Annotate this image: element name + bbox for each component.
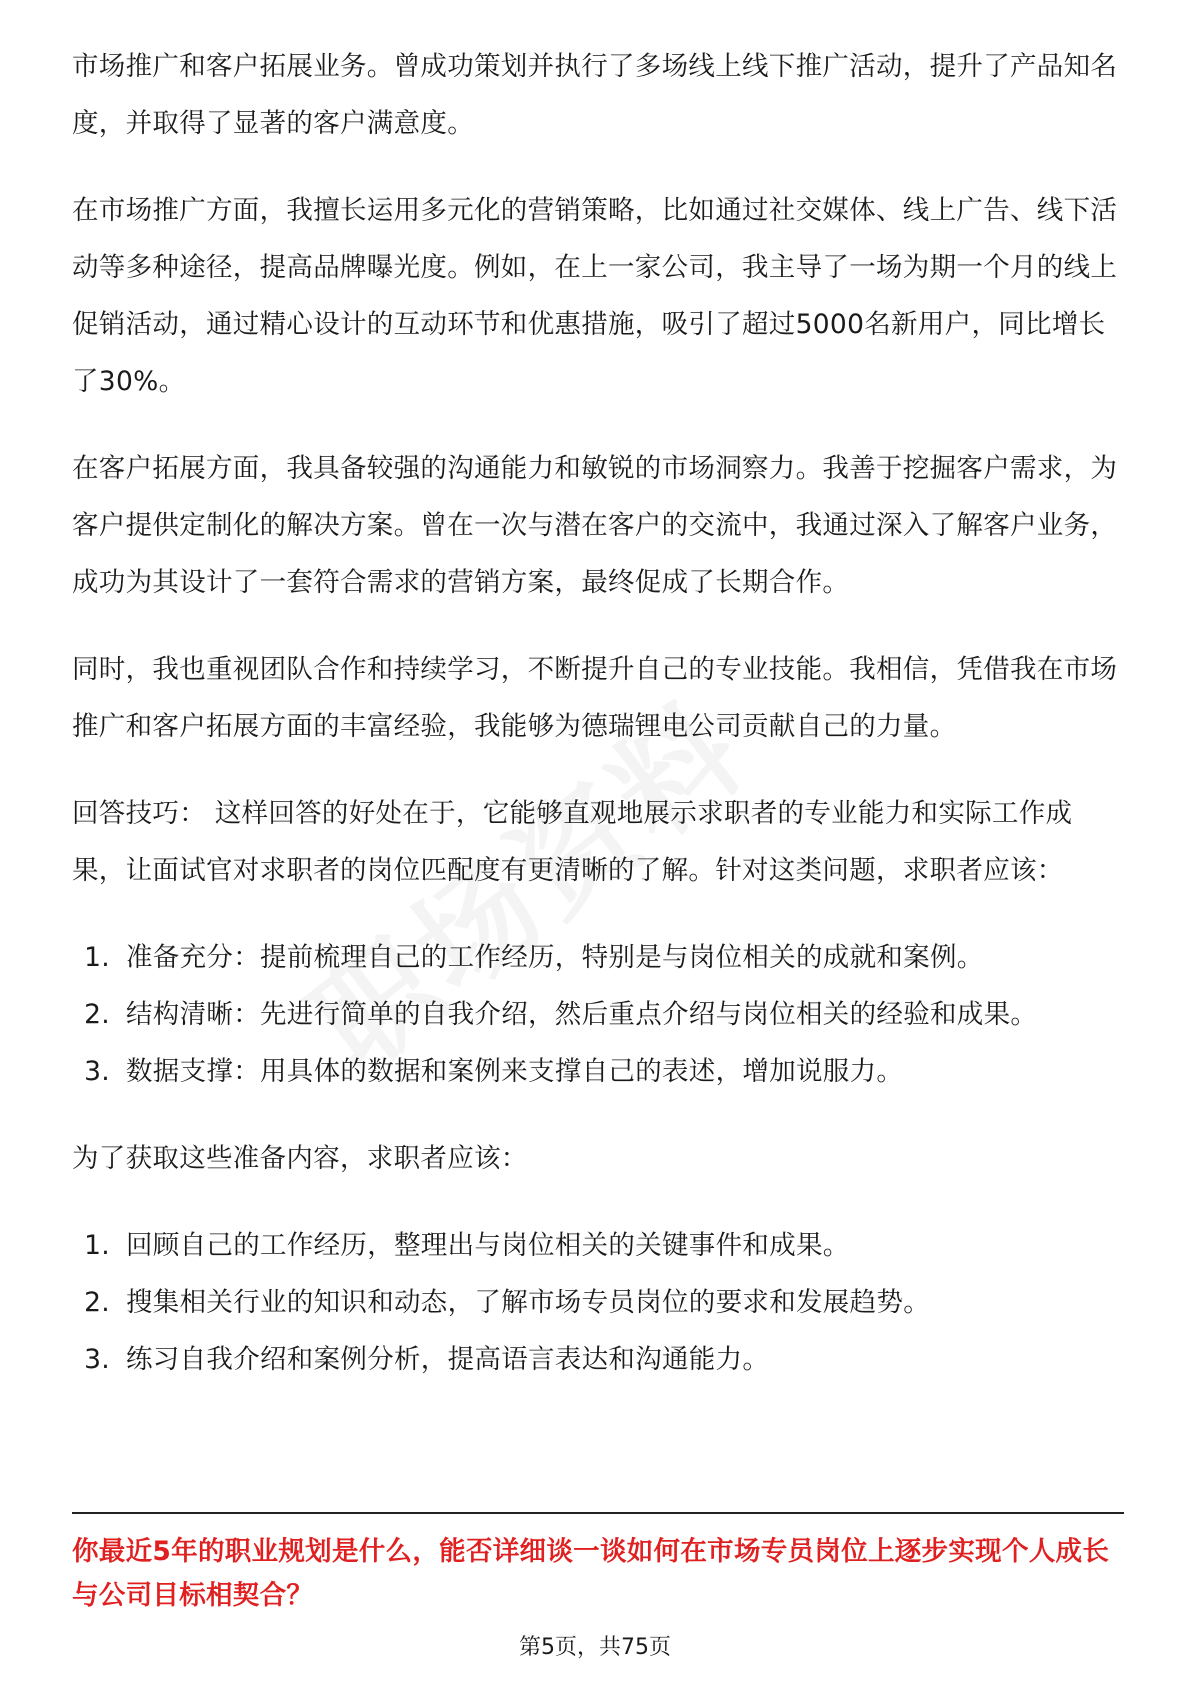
- list-number: 3.: [84, 1344, 110, 1375]
- list-text: 准备充分：提前梳理自己的工作经历，特别是与岗位相关的成就和案例。: [126, 942, 984, 973]
- list-number: 1.: [84, 1230, 110, 1261]
- list-item: [72, 1331, 1124, 1388]
- list-number: 1.: [84, 942, 110, 973]
- list-item: [72, 986, 1124, 1043]
- document-body: [72, 38, 1124, 1418]
- list-item: [72, 1217, 1124, 1274]
- list-text: 数据支撑：用具体的数据和案例来支撑自己的表述，增加说服力。: [126, 1056, 904, 1087]
- list-number: 2.: [84, 999, 110, 1030]
- list-text: 搜集相关行业的知识和动态，了解市场专员岗位的要求和发展趋势。: [126, 1287, 930, 1318]
- answer-tips-paragraph: 回答技巧： 这样回答的好处在于，它能够直观地展示求职者的专业能力和实际工作成果，让面试官对求职者的岗位匹配度有更清晰的了解。针对这类问题，求职者应该：: [72, 798, 1073, 886]
- list-item: [72, 1274, 1124, 1331]
- paragraph: 同时，我也重视团队合作和持续学习，不断提升自己的专业技能。我相信，凭借我在市场推广和客户拓展方面的丰富经验，我能够为德瑞锂电公司贡献自己的力量。: [72, 654, 1118, 742]
- prep-intro: 为了获取这些准备内容，求职者应该：: [72, 1143, 528, 1174]
- section-divider: [72, 1512, 1124, 1514]
- list-item: [72, 1043, 1124, 1100]
- paragraph: 在客户拓展方面，我具备较强的沟通能力和敏锐的市场洞察力。我善于挖掘客户需求，为客户提供定制化的解决方案。曾在一次与潜在客户的交流中，我通过深入了解客户业务，成功为其设计了一套符合需求的营销方案，最终促成了长期合作。: [72, 453, 1118, 598]
- prep-list: [72, 1217, 1124, 1388]
- paragraph: 市场推广和客户拓展业务。曾成功策划并执行了多场线上线下推广活动，提升了产品知名度，并取得了显著的客户满意度。: [72, 51, 1118, 139]
- list-number: 2.: [84, 1287, 110, 1318]
- page-number: 第5页，共75页: [519, 1635, 671, 1660]
- list-text: 回顾自己的工作经历，整理出与岗位相关的关键事件和成果。: [126, 1230, 850, 1261]
- list-number: 3.: [84, 1056, 110, 1087]
- list-text: 结构清晰：先进行简单的自我介绍，然后重点介绍与岗位相关的经验和成果。: [126, 999, 1038, 1030]
- tips-list: [72, 929, 1124, 1100]
- list-text: 练习自我介绍和案例分析，提高语言表达和沟通能力。: [126, 1344, 770, 1375]
- paragraph: 在市场推广方面，我擅长运用多元化的营销策略，比如通过社交媒体、线上广告、线下活动等多种途径，提高品牌曝光度。例如，在上一家公司，我主导了一场为期一个月的线上促销活动，通过精心设计的互动环节和优惠措施，吸引了超过5000名新用户，同比增长了30%。: [72, 195, 1118, 397]
- list-item: [72, 929, 1124, 986]
- next-question-heading: 你最近5年的职业规划是什么，能否详细谈一谈如何在市场专员岗位上逐步实现个人成长与公司目标相契合？: [72, 1536, 1110, 1611]
